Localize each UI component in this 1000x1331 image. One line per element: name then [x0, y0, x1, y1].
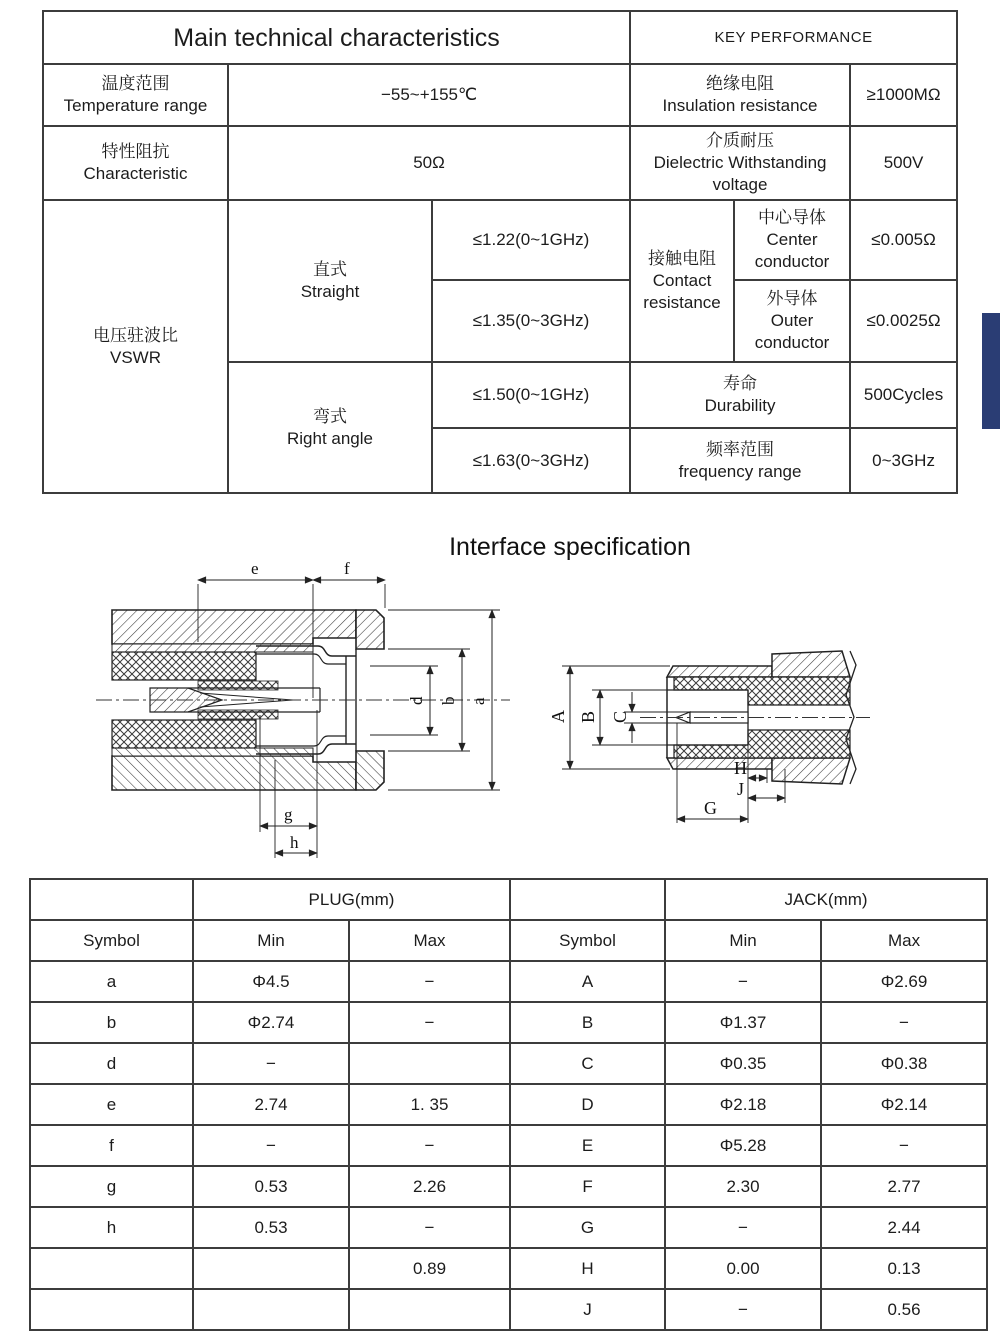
table-row — [30, 1207, 987, 1248]
dim-cell: − — [349, 1207, 510, 1248]
center-conductor-label — [734, 200, 850, 280]
blank-header — [510, 879, 665, 920]
dim-cell: − — [665, 1207, 821, 1248]
frequency-en: frequency range — [678, 461, 802, 481]
center-conductor-en: Center conductor — [754, 230, 830, 271]
dim-cell: − — [193, 1043, 349, 1084]
dim-cell: d — [30, 1043, 193, 1084]
dim-cell: h — [30, 1207, 193, 1248]
dim-cell: Φ2.18 — [665, 1084, 821, 1125]
center-conductor-value: ≤0.005Ω — [850, 200, 957, 280]
dim-cell: 2.30 — [665, 1166, 821, 1207]
dim-label-J: J — [737, 779, 745, 799]
dim-label-B: B — [578, 710, 598, 723]
dim-cell: H — [510, 1248, 665, 1289]
plug-group-header: PLUG(mm) — [193, 879, 510, 920]
dim-label-A: A — [548, 710, 568, 723]
dim-cell: − — [349, 1002, 510, 1043]
connector-body — [640, 651, 870, 784]
dim-cell: A — [510, 961, 665, 1002]
col-header-max: Max — [821, 920, 987, 961]
dim-cell: e — [30, 1084, 193, 1125]
dim-cell: Φ5.28 — [665, 1125, 821, 1166]
dim-cell: 0.13 — [821, 1248, 987, 1289]
dim-label-b: b — [439, 696, 458, 705]
right-angle-label — [228, 362, 432, 493]
dim-cell: Φ0.38 — [821, 1043, 987, 1084]
dielectric-value: 500V — [850, 126, 957, 200]
dim-label-f: f — [344, 559, 350, 578]
frequency-cn: 频率范围 — [706, 439, 775, 459]
impedance-label-cn: 特性阻抗 — [101, 142, 170, 162]
dim-cell: Φ4.5 — [193, 961, 349, 1002]
dim-label-C: C — [610, 710, 630, 723]
blue-side-tab — [982, 313, 1000, 429]
blank-header — [30, 879, 193, 920]
outer-conductor-en: Outer conductor — [754, 311, 830, 352]
dim-cell — [30, 1248, 193, 1289]
table-row — [30, 1289, 987, 1330]
dim-cell: 2.44 — [821, 1207, 987, 1248]
table-row — [30, 1043, 987, 1084]
table-row — [30, 1125, 987, 1166]
jack-cross-section-drawing — [88, 550, 518, 872]
straight-label-cn: 直式 — [313, 260, 347, 280]
impedance-value: 50Ω — [228, 126, 630, 200]
col-header-symbol: Symbol — [510, 920, 665, 961]
temperature-value: −55~+155℃ — [228, 64, 630, 126]
dim-label-e: e — [251, 559, 259, 578]
center-conductor-cn: 中心导体 — [758, 208, 827, 228]
dim-cell: E — [510, 1125, 665, 1166]
dim-cell: 2.77 — [821, 1166, 987, 1207]
dim-cell: 0.56 — [821, 1289, 987, 1330]
dim-cell: − — [349, 961, 510, 1002]
dim-cell: Φ2.14 — [821, 1084, 987, 1125]
temperature-label-en: Temperature range — [63, 96, 208, 115]
dim-label-a: a — [469, 697, 488, 705]
main-table-title: Main technical characteristics — [43, 11, 630, 64]
col-header-max: Max — [349, 920, 510, 961]
dim-cell: 0.53 — [193, 1207, 349, 1248]
col-header-min: Min — [665, 920, 821, 961]
dim-cell: b — [30, 1002, 193, 1043]
dim-cell: Φ2.74 — [193, 1002, 349, 1043]
temperature-label-cn: 温度范围 — [101, 74, 170, 94]
right-angle-en: Right angle — [286, 428, 373, 448]
frequency-range-value: 0~3GHz — [850, 428, 957, 493]
impedance-label — [43, 126, 228, 200]
dim-cell: 0.53 — [193, 1166, 349, 1207]
insulation-label — [630, 64, 850, 126]
outer-conductor-label — [734, 280, 850, 362]
durability-value: 500Cycles — [850, 362, 957, 428]
dim-cell: F — [510, 1166, 665, 1207]
table-row — [30, 1084, 987, 1125]
dim-cell: B — [510, 1002, 665, 1043]
dim-cell: 0.00 — [665, 1248, 821, 1289]
dim-cell: − — [349, 1125, 510, 1166]
table-row — [30, 1002, 987, 1043]
dim-label-G: G — [704, 798, 717, 818]
dim-cell — [193, 1248, 349, 1289]
dim-cell: Φ1.37 — [665, 1002, 821, 1043]
col-header-symbol: Symbol — [30, 920, 193, 961]
dim-cell — [30, 1289, 193, 1330]
table-row — [30, 961, 987, 1002]
dim-cell: − — [821, 1002, 987, 1043]
dim-label-g: g — [284, 805, 293, 824]
straight-label-en: Straight — [300, 282, 360, 301]
dim-cell: C — [510, 1043, 665, 1084]
frequency-range-label — [630, 428, 850, 493]
table-row — [30, 1166, 987, 1207]
right-angle-vswr-1ghz: ≤1.50(0~1GHz) — [432, 362, 630, 428]
right-angle-vswr-3ghz: ≤1.63(0~3GHz) — [432, 428, 630, 493]
dielectric-label-cn: 介质耐压 — [706, 131, 775, 151]
straight-vswr-1ghz: ≤1.22(0~1GHz) — [432, 200, 630, 280]
straight-vswr-3ghz: ≤1.35(0~3GHz) — [432, 280, 630, 362]
dielectric-label — [630, 126, 850, 200]
dim-cell — [349, 1289, 510, 1330]
jack-group-header: JACK(mm) — [665, 879, 987, 920]
vswr-label-en: VSWR — [110, 347, 161, 367]
durability-en: Durability — [704, 396, 776, 415]
dim-cell: g — [30, 1166, 193, 1207]
contact-label-cn: 接触电阻 — [648, 249, 717, 269]
dim-cell: D — [510, 1084, 665, 1125]
right-angle-cn: 弯式 — [313, 406, 347, 426]
main-characteristics-table — [42, 10, 958, 494]
dim-cell — [349, 1043, 510, 1084]
dim-cell — [193, 1289, 349, 1330]
interface-specification-heading: Interface specification — [449, 533, 691, 561]
dim-cell: Φ2.69 — [821, 961, 987, 1002]
key-performance-title: KEY PERFORMANCE — [630, 11, 957, 64]
vswr-label — [43, 200, 228, 493]
dim-label-H: H — [734, 758, 747, 778]
contact-resistance-label — [630, 200, 734, 362]
durability-cn: 寿命 — [723, 374, 758, 394]
dim-cell: J — [510, 1289, 665, 1330]
dim-cell: 2.26 — [349, 1166, 510, 1207]
insulation-value: ≥1000MΩ — [850, 64, 957, 126]
dim-cell: − — [665, 1289, 821, 1330]
dim-cell: a — [30, 961, 193, 1002]
durability-label — [630, 362, 850, 428]
dim-cell: Φ0.35 — [665, 1043, 821, 1084]
dim-cell: f — [30, 1125, 193, 1166]
outer-conductor-value: ≤0.0025Ω — [850, 280, 957, 362]
table-row — [30, 1248, 987, 1289]
impedance-label-en: Characteristic — [83, 164, 188, 183]
outer-conductor-cn: 外导体 — [766, 289, 818, 309]
dim-cell: 2.74 — [193, 1084, 349, 1125]
straight-label — [228, 200, 432, 362]
insulation-label-cn: 绝缘电阻 — [706, 74, 775, 94]
dim-label-d: d — [407, 696, 426, 705]
insulation-label-en: Insulation resistance — [662, 96, 818, 115]
dim-cell: − — [821, 1125, 987, 1166]
temperature-label — [43, 64, 228, 126]
dim-cell: − — [193, 1125, 349, 1166]
plug-cross-section-drawing — [540, 607, 970, 837]
contact-label-en: Contact resistance — [643, 271, 721, 312]
vswr-label-cn: 电压驻波比 — [93, 325, 178, 345]
dielectric-label-en: Dielectric Withstanding voltage — [653, 153, 827, 194]
col-header-min: Min — [193, 920, 349, 961]
dim-cell: 1. 35 — [349, 1084, 510, 1125]
dim-cell: 0.89 — [349, 1248, 510, 1289]
dim-cell: − — [665, 961, 821, 1002]
dimension-table — [29, 878, 988, 1331]
dim-cell: G — [510, 1207, 665, 1248]
dim-label-h: h — [290, 833, 299, 852]
